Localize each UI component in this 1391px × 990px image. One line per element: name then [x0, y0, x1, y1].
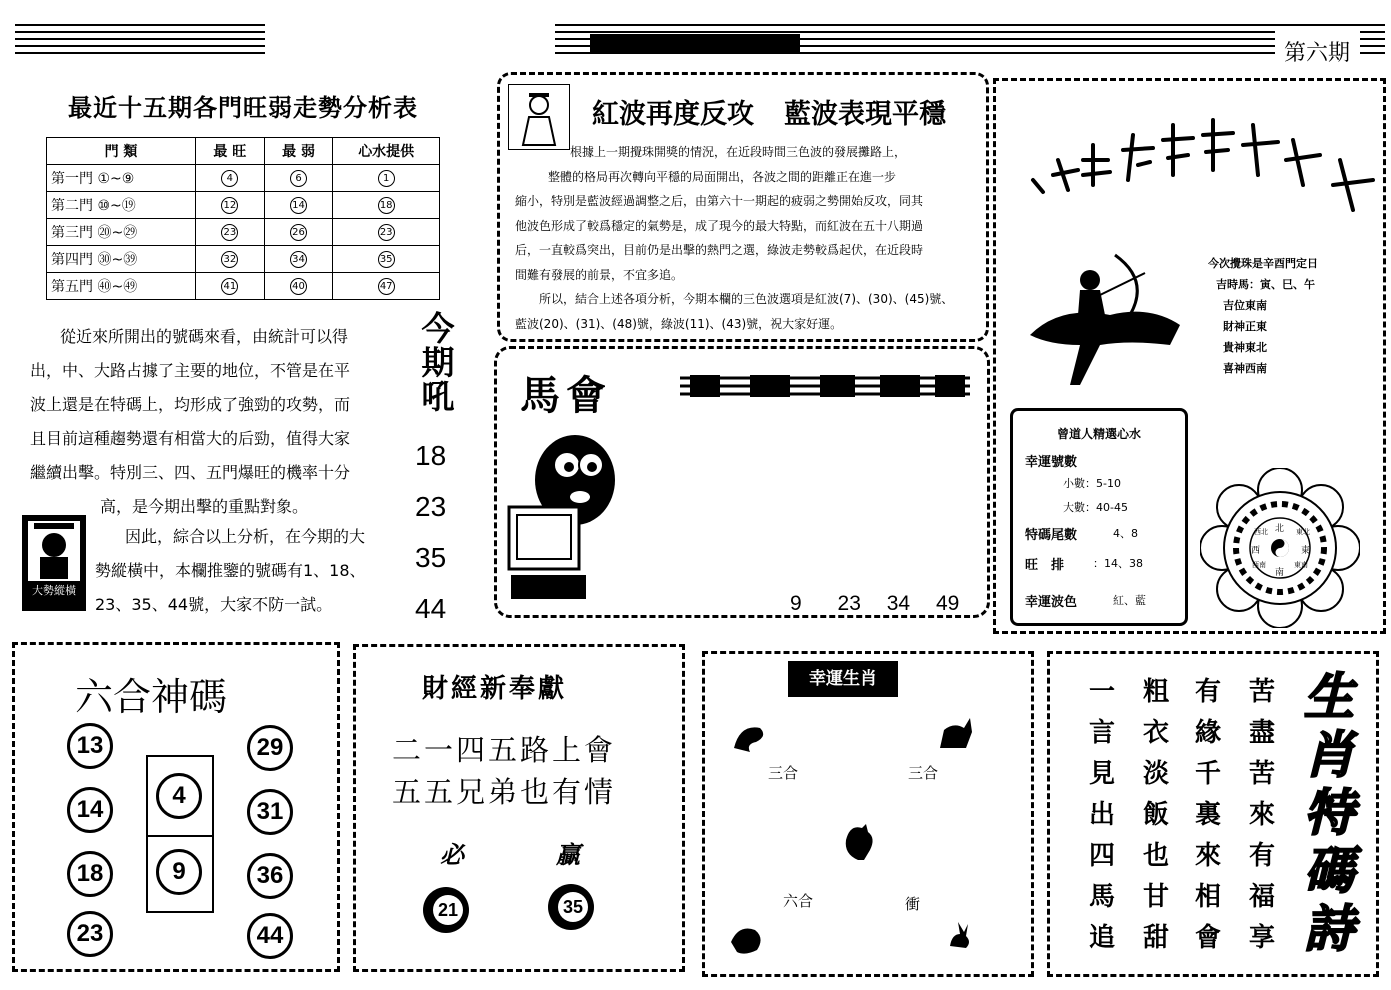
prosper-value: ：14、38: [1093, 557, 1143, 570]
col-gate: 門 類: [47, 138, 196, 165]
compass-wheel: [1200, 468, 1360, 628]
table-row: 第一門 ①~⑨ 4 6 1: [47, 165, 440, 192]
poem-column: 粗 衣 淡 飯 也 甘 甜: [1142, 677, 1169, 953]
compass-southwest: 西南: [1252, 561, 1266, 569]
tip-value: 18: [378, 197, 395, 214]
liuhe-right-number: 29: [247, 725, 293, 771]
roar-number: 18: [415, 440, 447, 471]
max-value: 12: [221, 197, 238, 214]
prosper-label: 旺 排: [1025, 558, 1065, 573]
liuhe-right-number: 44: [247, 913, 293, 959]
horse-banner: [680, 375, 970, 397]
compass-south: 南: [1275, 568, 1285, 578]
compass-icon: [1200, 468, 1360, 628]
rabbit-icon: [944, 920, 974, 950]
tip-value: 47: [378, 278, 395, 295]
rooster-icon: [840, 820, 880, 862]
wave-headline: 紅波再度反攻 藍波表現平穩: [592, 99, 946, 130]
fortune-item: 吉時馬：寅、巳、午: [1216, 278, 1315, 291]
compass-southeast: 東南: [1294, 561, 1308, 569]
col-max: 最 旺: [196, 138, 265, 165]
finance-title: 財經新奉獻: [422, 674, 568, 704]
horse-number: 34: [886, 592, 911, 615]
zodiac-label: 三合: [768, 764, 799, 782]
tip-value: 1: [378, 170, 395, 187]
tip-value: 35: [378, 251, 395, 268]
liuhe-mid-number: 4: [156, 773, 202, 819]
compass-northeast: 東北: [1296, 528, 1310, 536]
min-value: 14: [290, 197, 307, 214]
zodiac-label: 六合: [783, 892, 814, 910]
fortune-info: [1208, 253, 1358, 379]
zodiac-label: 三合: [908, 764, 939, 782]
header-stripes: [15, 22, 1385, 56]
finance-line1: 二一四五路上會: [392, 733, 617, 767]
roar-number: 35: [415, 542, 447, 573]
table-row: 第五門 ㊵~㊾ 41 40 47: [47, 273, 440, 300]
small-range: 小數：5-10: [1063, 477, 1121, 490]
archer-horse-icon: [1020, 245, 1190, 395]
poem-column: 有 緣 千 裏 來 相 會: [1194, 677, 1221, 953]
finance-line2: 五五兄弟也有情: [392, 775, 617, 809]
finance-ball: 21: [423, 887, 469, 933]
min-value: 40: [290, 278, 307, 295]
dragon-icon: [730, 718, 770, 758]
horse-number: 23: [837, 592, 861, 615]
max-value: 32: [221, 251, 238, 268]
gate-label: 第二門: [51, 198, 93, 214]
compass-north: 北: [1275, 524, 1285, 534]
gate-label: 第四門: [51, 252, 93, 268]
roar-number: 44: [415, 593, 447, 624]
fortune-item: 喜神西南: [1223, 362, 1267, 375]
issue-number: 第六期: [1280, 36, 1354, 67]
liuhe-right-number: 36: [247, 853, 293, 899]
max-value: 41: [221, 278, 238, 295]
trend-conclusion: 因此，綜合以上分析，在今期的大 勢縱橫中，本欄推鑒的號碼有1、18、 23、35、44號，大家不防一試。: [95, 527, 366, 614]
min-value: 34: [290, 251, 307, 268]
compass-west: 西: [1251, 546, 1261, 556]
wave-paragraph: 根據上一期攪珠開獎的情況，在近段時間三色波的發展攤路上， 整體的格局再次轉向平穩的局面開出，各波之間的距離正在進一步 縮小，特別是藍波經過調整之后，由第六十一期起的疲弱之勢開始反攻，同其 他波色形成了較爲穩定的氣勢是，成了現今的最大特點，而紅波在五十八期過 后，一直較爲突出，目前仍是出擊的熱門之選，綠波走勢較爲起伏，在近段時 間難有發展的前景，不宜多追。 所以，結合上述各項分析，今期本欄的三色波選項是紅波(7)、(30)、(45)號、 藍波(20)、(31)、(48)號，綠波(11)、(43)號，祝大家好運。: [515, 145, 954, 331]
cat-icon: [934, 712, 974, 752]
god-stamp: [22, 515, 86, 611]
min-value: 26: [290, 224, 307, 241]
table-row: 第四門 ㉚~㊴ 32 34 35: [47, 246, 440, 273]
lucky-number-label: 幸運號數: [1025, 455, 1078, 470]
horse-title: 馬會: [520, 372, 612, 419]
tip-value: 23: [378, 224, 395, 241]
finance-ball: 35: [548, 884, 594, 930]
liuhe-mid-number: 9: [156, 849, 202, 895]
cartoon-computer-icon: [505, 425, 615, 605]
color-label: 幸運波色: [1025, 595, 1078, 610]
compass-east: 東: [1301, 546, 1311, 556]
col-min: 最 弱: [264, 138, 333, 165]
poem-title: 生 肖 特 碼 詩: [1304, 667, 1354, 958]
min-value: 6: [290, 170, 307, 187]
win-char: 必: [440, 840, 464, 869]
zodiac-title: 幸運生肖: [788, 661, 898, 697]
calligraphy-icon: [1028, 100, 1378, 220]
gate-label: 第三門: [51, 225, 93, 241]
zodiac-label: 衝: [905, 895, 921, 913]
tail-value: 4、8: [1113, 527, 1138, 540]
banner-stripes: [680, 375, 970, 397]
col-tip: 心水提供: [333, 138, 440, 165]
horse-numbers: [790, 592, 959, 616]
roar-numbers: [415, 430, 446, 634]
horse-number: 49: [935, 592, 960, 615]
trend-paragraph: 從近來所開出的號碼來看，由統計可以得 出，中、大路占據了主要的地位，不管是在平 波上還是在特碼上，均形成了強勁的攻勢，而 且目前這種趨勢還有相當大的后勁，值得大家 繼續出擊。特別三、四、五門爆旺的機率十分 高，是今期出擊的重點對象。: [30, 327, 351, 516]
table-row: 第二門 ⑩~⑲ 12 14 18: [47, 192, 440, 219]
calligraphy-banner: [1028, 100, 1378, 220]
liuhe-left-number: 14: [67, 787, 113, 833]
liuhe-left-number: 13: [67, 723, 113, 769]
trend-table: [46, 137, 440, 300]
color-value: 紅、藍: [1113, 594, 1146, 607]
max-value: 4: [221, 170, 238, 187]
compass-northwest: 西北: [1254, 528, 1268, 536]
liuhe-title: 六合神碼: [75, 675, 228, 719]
tip-title: 曾道人精選心水: [1056, 427, 1141, 441]
tip-box: [1010, 408, 1188, 626]
poem-column: 一 言 見 出 四 馬 追: [1088, 677, 1115, 953]
poem-column: 苦 盡 苦 來 有 福 享: [1248, 677, 1275, 953]
liuhe-left-number: 18: [67, 851, 113, 897]
gate-label: 第五門: [51, 279, 93, 295]
roar-title: 今 期 吼: [421, 309, 455, 416]
fortune-item: 吉位東南: [1223, 299, 1267, 312]
fortune-item: 財神正東: [1223, 320, 1267, 333]
stamp-text: 大勢縱橫: [32, 584, 76, 597]
stripes-decoration: [15, 22, 1385, 56]
big-range: 大數：40-45: [1063, 501, 1128, 514]
roar-number: 23: [415, 491, 447, 522]
dragon-icon: [727, 922, 767, 958]
horse-number: 9: [790, 592, 802, 615]
max-value: 23: [221, 224, 238, 241]
win-char: 贏: [556, 840, 580, 869]
fortune-item: 貴神東北: [1223, 341, 1267, 354]
gate-label: 第一門: [51, 171, 93, 187]
liuhe-right-number: 31: [247, 789, 293, 835]
table-row: 第三門 ⑳~㉙ 23 26 23: [47, 219, 440, 246]
tail-label: 特碼尾數: [1025, 528, 1078, 543]
fortune-today: 今次攪珠是辛酉門定日: [1208, 257, 1318, 270]
liuhe-left-number: 23: [67, 911, 113, 957]
trend-title: 最近十五期各門旺弱走勢分析表: [68, 93, 418, 122]
masthead-block: [590, 34, 800, 52]
